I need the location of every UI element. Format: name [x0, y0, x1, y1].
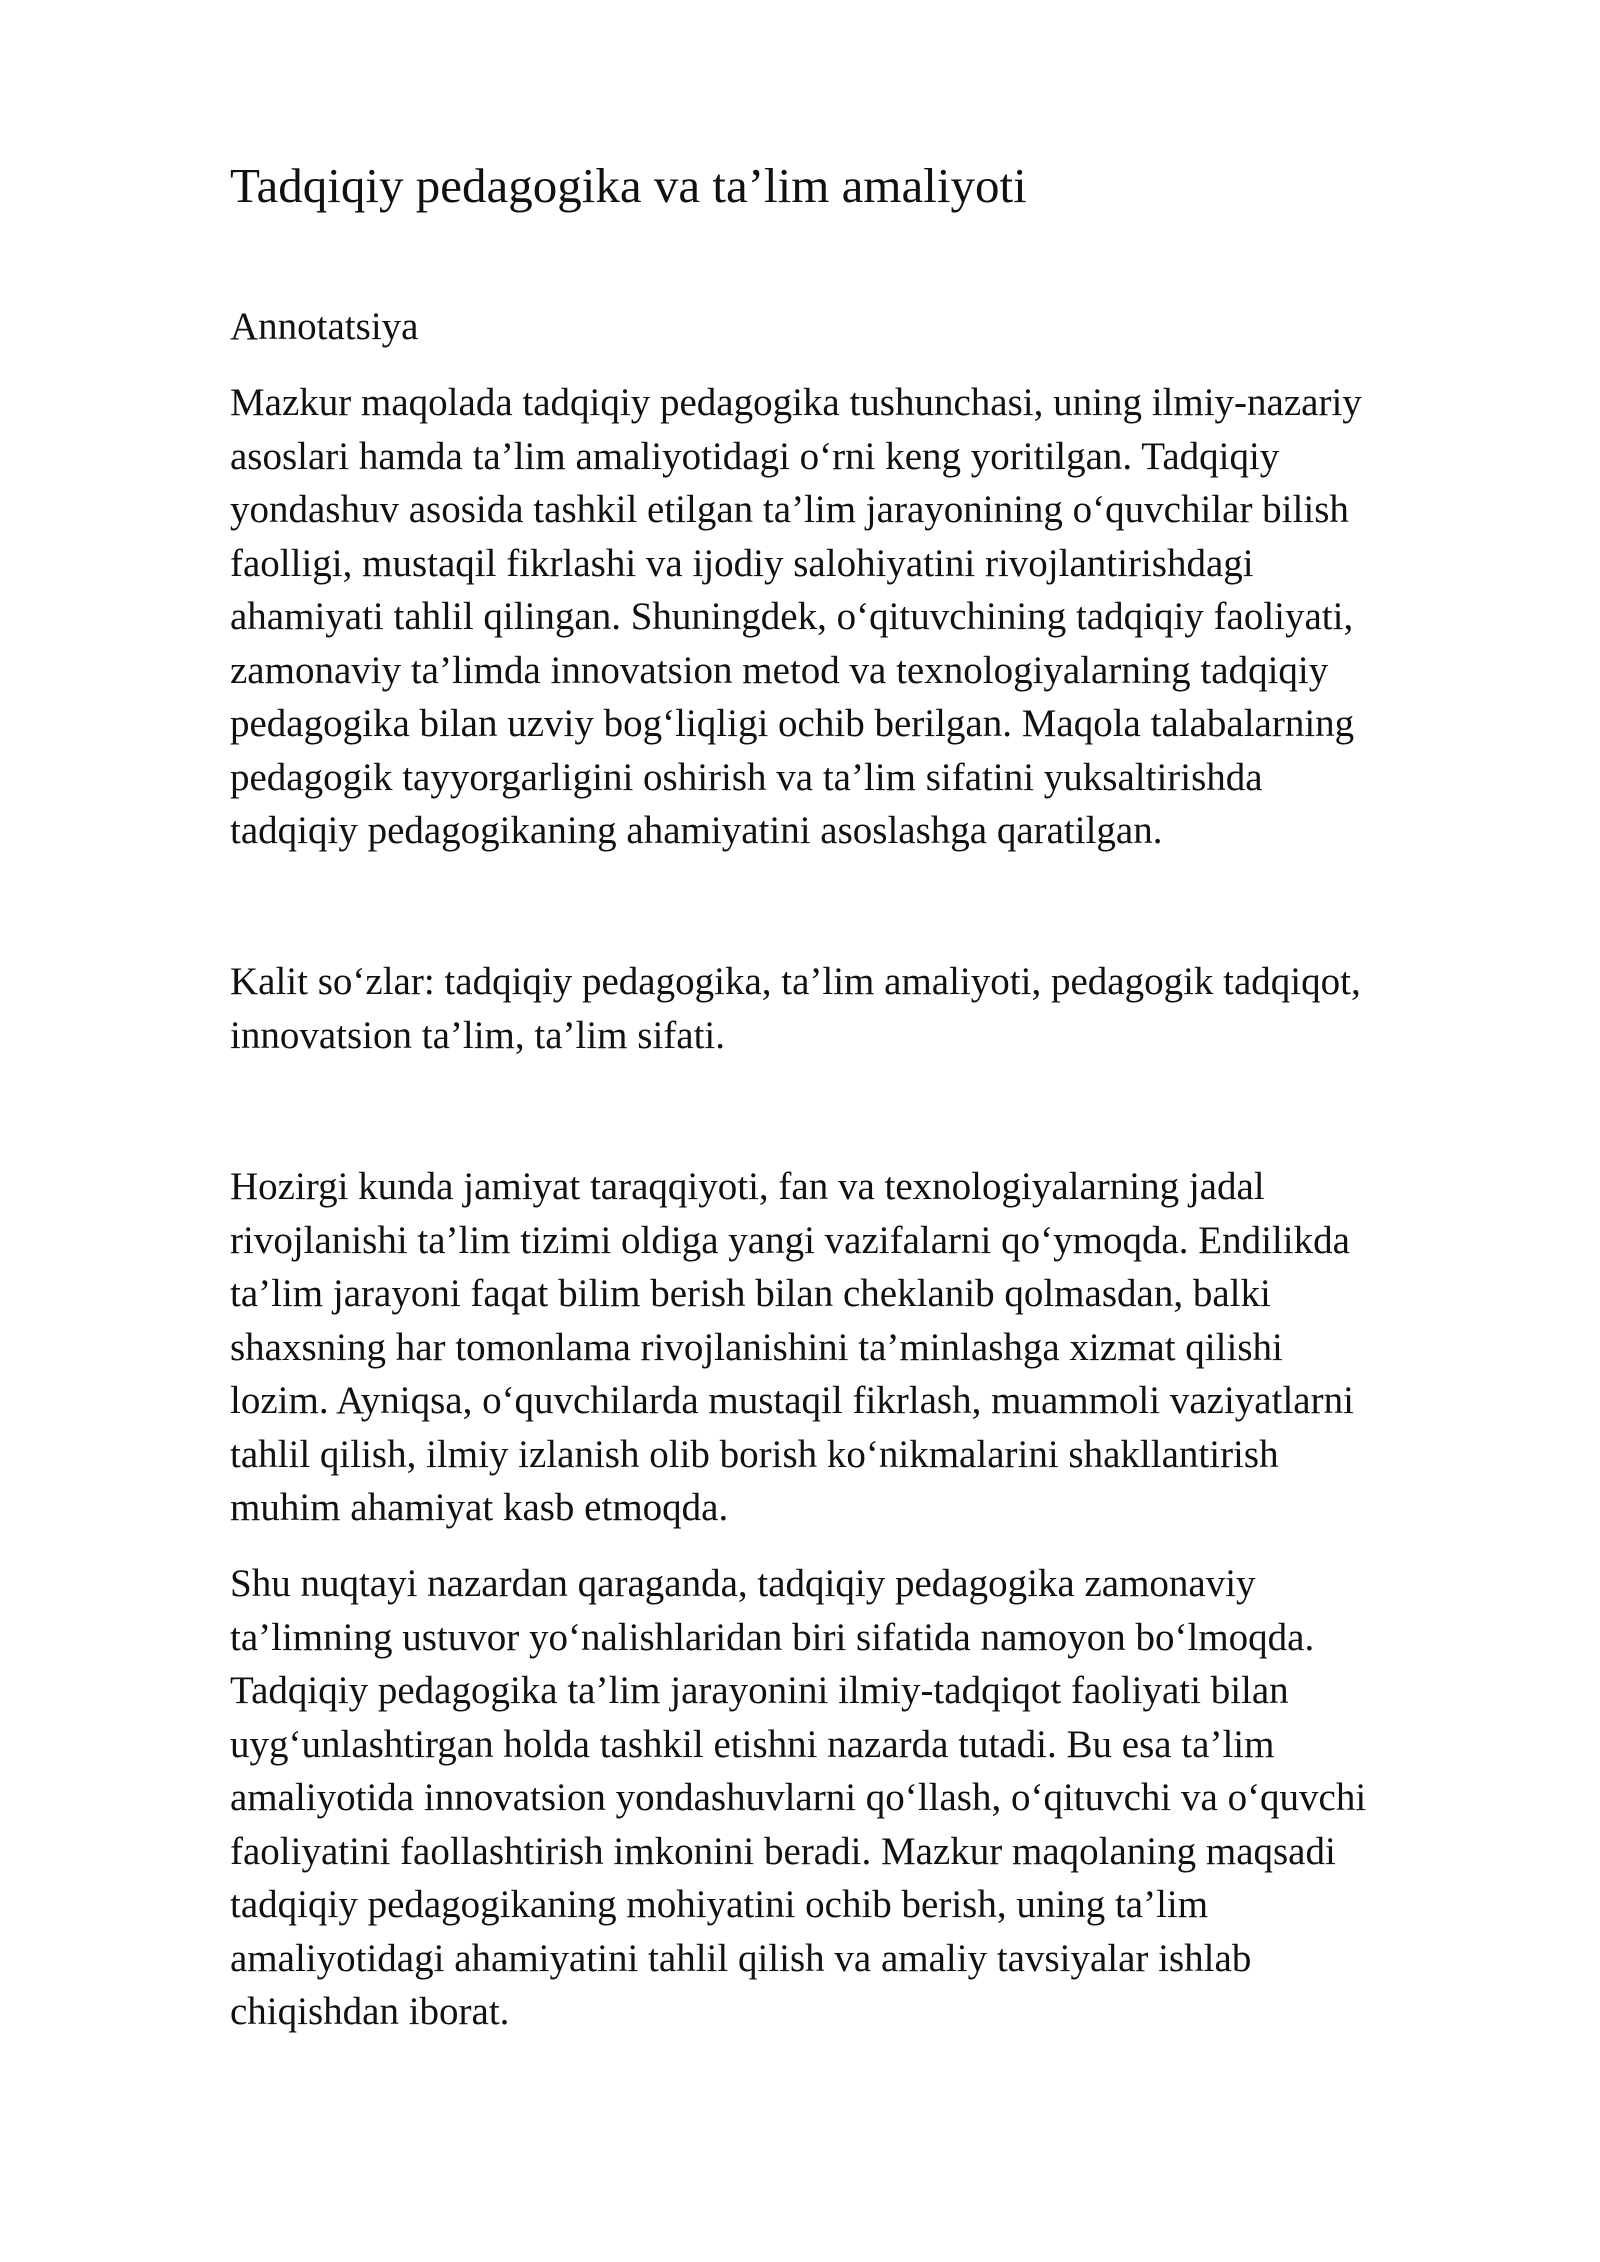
body-paragraph-2: Shu nuqtayi nazardan qaraganda, tadqiqiy pedagogika zamonaviy ta’limning ustuvor yo‘nalishlaridan biri sifatida namoyon bo‘lmoqda. Tadqiqiy pedagogika ta’lim jarayonini ilmiy-tadqiqot faoliyati bilan uyg‘unlashtirgan holda tashkil etishni nazarda tutadi. Bu esa ta’lim amaliyotida innovatsion yondashuvlarni qo‘llash, o‘qituvchi va o‘quvchi faoliyatini faollashtirish imkonini beradi. Mazkur maqolaning maqsadi tadqiqiy pedagogikaning mohiyatini ochib berish, uning ta’lim amaliyotidagi ahamiyatini tahlil qilish va amaliy tavsiyalar ishlab chiqishdan iborat. [230, 1562, 1367, 2033]
abstract-heading: Annotatsiya [230, 305, 419, 348]
document-title: Tadqiqiy pedagogika va ta’lim amaliyoti [230, 158, 1027, 213]
abstract-text: Mazkur maqolada tadqiqiy pedagogika tushunchasi, uning ilmiy-nazariy asoslari hamda ta’lim amaliyotidagi o‘rni keng yoritilgan. Tadqiqiy yondashuv asosida tashkil etilgan ta’lim jarayonining o‘quvchilar bilish faolligi, mustaqil fikrlashi va ijodiy salohiyatini rivojlantirishdagi ahamiyati tahlil qilingan. Shuningdek, o‘qituvchining tadqiqiy faoliyati, zamonaviy ta’limda innovatsion metod va texnologiyalarning tadqiqiy pedagogika bilan uzviy bog‘liqligi ochib berilgan. Maqola talabalarning pedagogik tayyorgarligini oshirish va ta’lim sifatini yuksaltirishda tadqiqiy pedagogikaning ahamiyatini asoslashga qaratilgan. [230, 381, 1362, 852]
keywords-text: Kalit so‘zlar: tadqiqiy pedagogika, ta’lim amaliyoti, pedagogik tadqiqot, innovatsion ta’lim, ta’lim sifati. [230, 960, 1361, 1057]
body-paragraph-1: Hozirgi kunda jamiyat taraqqiyoti, fan va texnologiyalarning jadal rivojlanishi ta’lim tizimi oldiga yangi vazifalarni qo‘ymoqda. Endilikda ta’lim jarayoni faqat bilim berish bilan cheklanib qolmasdan, balki shaxsning har tomonlama rivojlanishini ta’minlashga xizmat qilishi lozim. Ayniqsa, o‘quvchilarda mustaqil fikrlash, muammoli vaziyatlarni tahlil qilish, ilmiy izlanish olib borish ko‘nikmalarini shakllantirish muhim ahamiyat kasb etmoqda. [230, 1165, 1354, 1529]
